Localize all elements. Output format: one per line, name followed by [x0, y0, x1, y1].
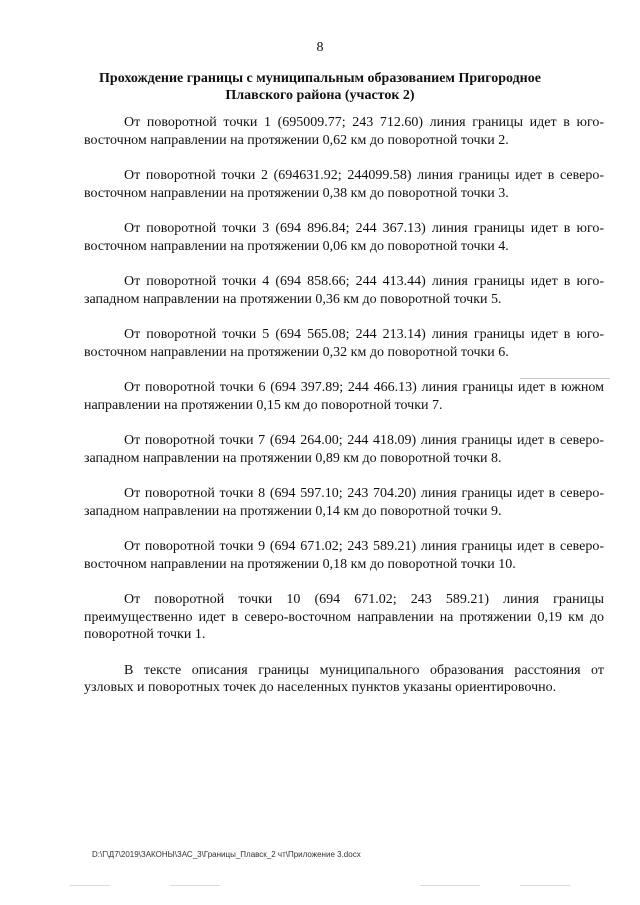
scan-speck [520, 378, 610, 379]
paragraph-turning-point-7: От поворотной точки 7 (694 264.00; 244 418.09) линия границы идет в северо-западном направлении на протяжении 0,89 км до поворотной точки 8. [84, 433, 604, 466]
paragraph-turning-point-3: От поворотной точки 3 (694 896.84; 244 367.13) линия границы идет в юго-восточном направлении на протяжении 0,06 км до поворотной точки 4. [84, 221, 604, 254]
page-number: 8 [316, 40, 324, 55]
paragraph-turning-point-5: От поворотной точки 5 (694 565.08; 244 213.14) линия границы идет в юго-восточном направлении на протяжении 0,32 км до поворотной точки 6. [84, 327, 604, 360]
paragraph-turning-point-1: От поворотной точки 1 (695009.77; 243 712.60) линия границы идет в юго-восточном направлении на протяжении 0,62 км до поворотной точки 2. [84, 115, 604, 148]
paragraph-turning-point-4: От поворотной точки 4 (694 858.66; 244 413.44) линия границы идет в юго-западном направлении на протяжении 0,36 км до поворотной точки 5. [84, 274, 604, 307]
scan-speck [420, 885, 480, 886]
paragraph-turning-point-2: От поворотной точки 2 (694631.92; 244099.58) линия границы идет в северо-восточном направлении на протяжении 0,38 км до поворотной точки 3. [84, 168, 604, 201]
section-heading-line-2: Плавского района (участок 2) [225, 88, 415, 103]
paragraph-turning-point-6: От поворотной точки 6 (694 397.89; 244 466.13) линия границы идет в южном направлении на протяжении 0,15 км до поворотной точки 7. [84, 380, 604, 413]
footer-file-path: D:\Г\Д7\2019\ЗАКОНЫ\ЗАС_3\Границы_Плавск_2 чт\Приложение 3.docx [92, 850, 361, 859]
scan-speck [170, 885, 220, 886]
section-heading [70, 70, 570, 104]
paragraph-turning-point-8: От поворотной точки 8 (694 597.10; 243 704.20) линия границы идет в северо-западном направлении на протяжении 0,14 км до поворотной точки 9. [84, 486, 604, 519]
section-heading-line-1: Прохождение границы с муниципальным образованием Пригородное [99, 71, 541, 86]
scan-speck [70, 885, 110, 886]
paragraph-turning-point-9: От поворотной точки 9 (694 671.02; 243 589.21) линия границы идет в северо-восточном направлении на протяжении 0,18 км до поворотной точки 10. [84, 539, 604, 572]
paragraph-turning-point-10: От поворотной точки 10 (694 671.02; 243 589.21) линия границы преимущественно идет в северо-восточном направлении на протяжении 0,19 км до поворотной точки 1. [84, 592, 604, 642]
document-body [84, 114, 604, 715]
paragraph-note: В тексте описания границы муниципального образования расстояния от узловых и поворотных точек до населенных пунктов указаны ориентировочно. [84, 662, 604, 695]
scan-speck [520, 885, 570, 886]
